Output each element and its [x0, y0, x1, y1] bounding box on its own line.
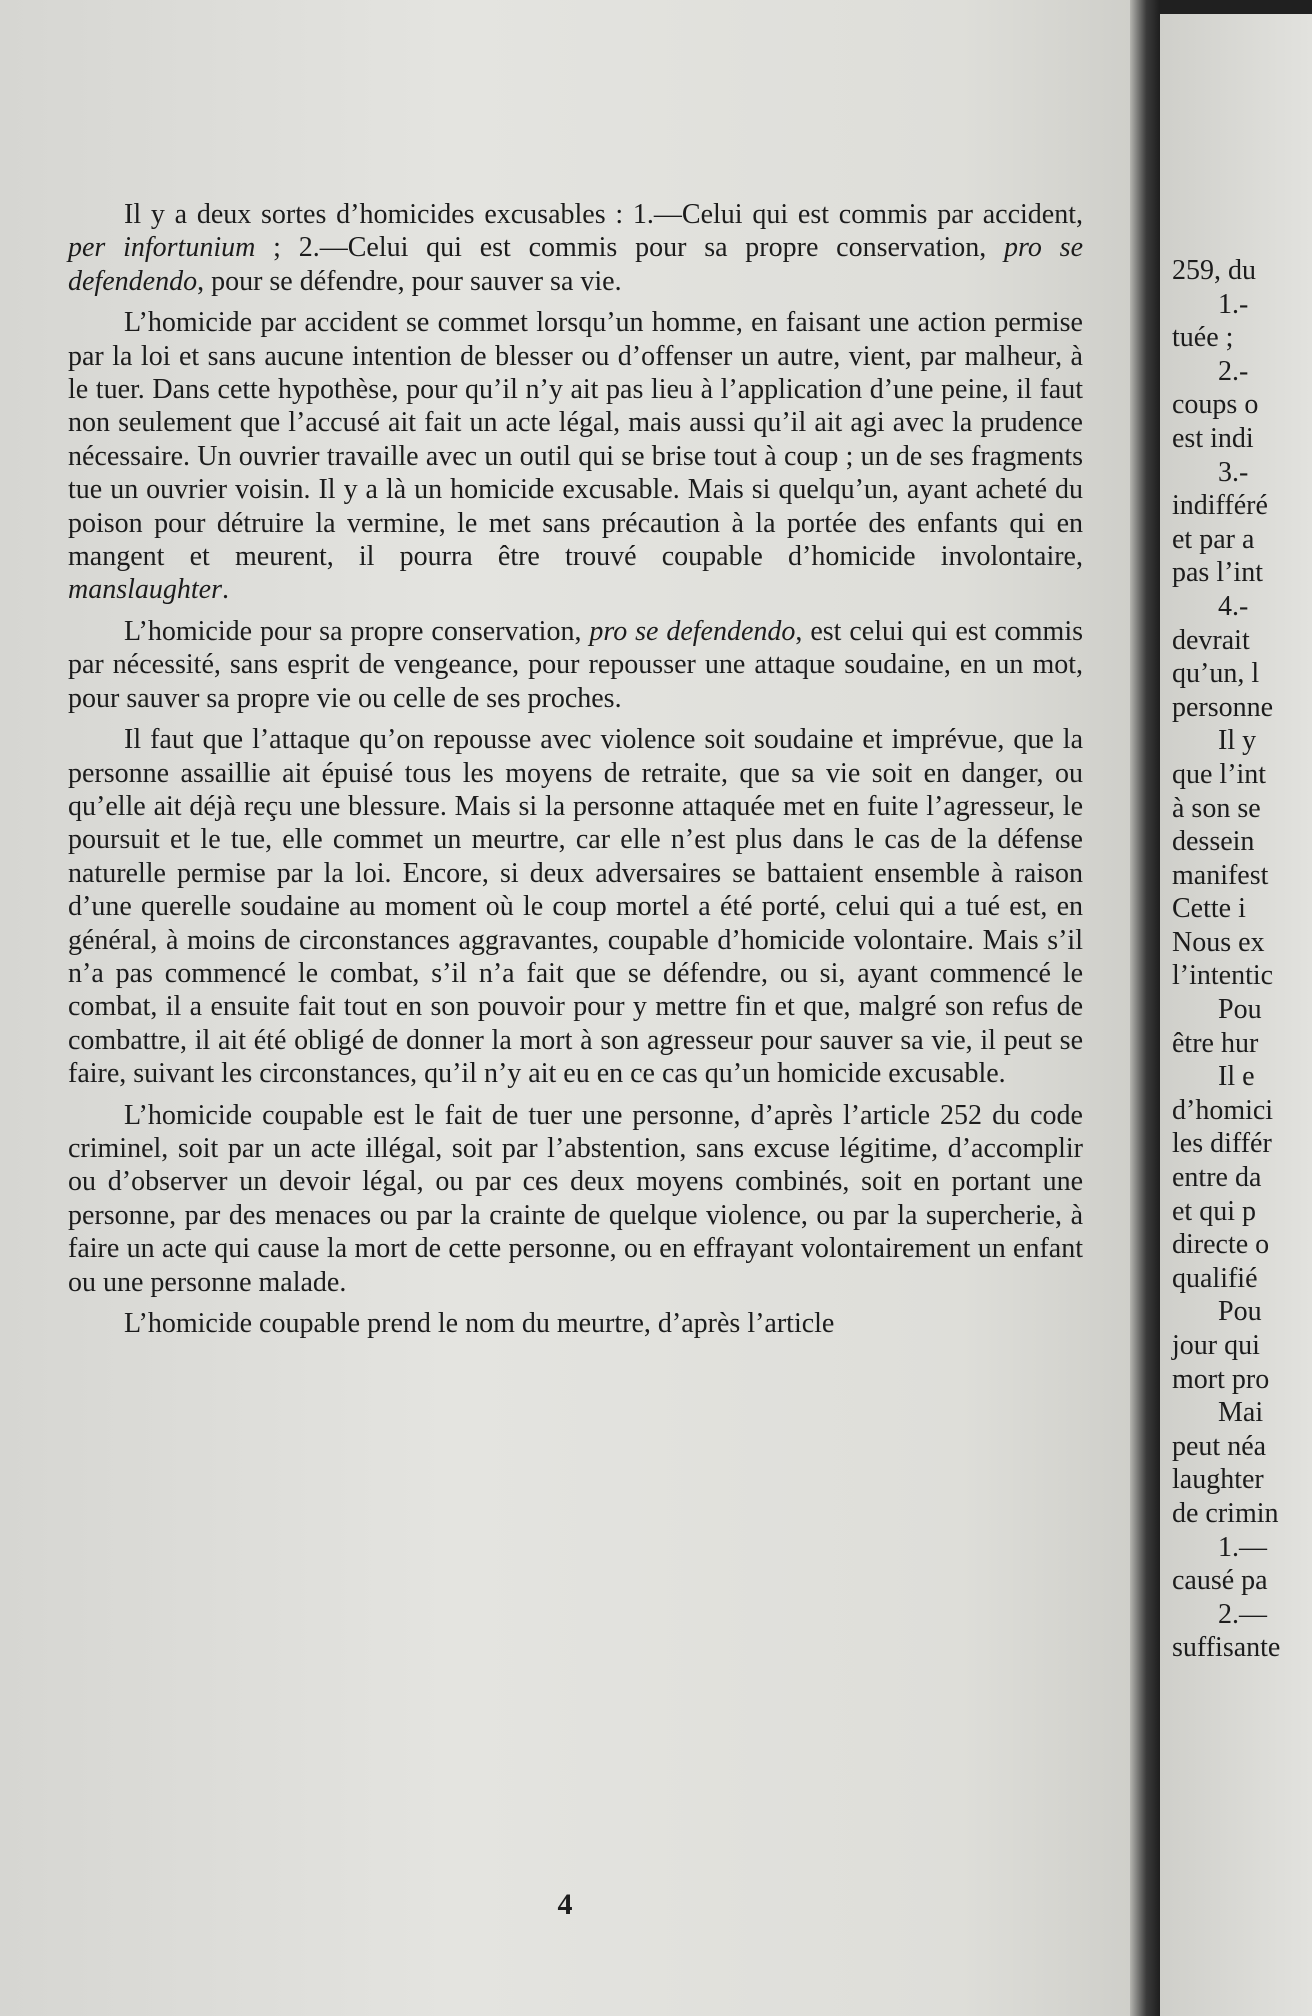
right-page-line: est indi [1172, 422, 1254, 454]
right-page-line: indifféré [1172, 490, 1268, 522]
right-page-line: Nous ex [1172, 926, 1265, 958]
right-page-line: et qui p [1172, 1195, 1256, 1227]
p1-text-e: , pour se défendre, pour sauver sa vie. [197, 265, 622, 297]
p2-term-manslaughter: manslaughter [68, 574, 222, 606]
right-page-line: 2.- [1218, 355, 1249, 387]
main-text [68, 198, 1083, 1340]
paragraph-5: L’homicide coupable est le fait de tuer une personne, d’après l’article 252 du code criminel, soit par un acte illégal, soit par l’abstention, sans excuse légitime, d’accomplir ou d’observer un devoir légal, ou par ces deux moyens combinés, soit en portant une personne, par des menaces ou par la crainte de quelque violence, ou par la supercherie, à faire un acte qui cause la mort de cette personne, ou en effrayant volontairement un enfant ou une personne malade. [68, 1099, 1083, 1298]
book-gutter [1130, 0, 1160, 2016]
right-page-line: suffisante [1172, 1632, 1281, 1664]
right-page-line: 2.— [1218, 1598, 1267, 1630]
paragraph-2 [68, 306, 1083, 607]
p2-text-a: L’homicide par accident se commet lorsqu’un homme, en faisant une action permise par la loi et sans aucune intention de blesser ou d’offenser un autre, vient, par malheur, à le tuer. Dans cette hypothèse, pour qu’il n’y ait pas lieu à l’application d’une peine, il faut non seulement que l’accusé ait fait un acte légal, mais aussi qu’il ait agi avec la prudence nécessaire. Un ouvrier travaille avec un outil qui se brise tout à coup ; un de ses fragments tue un ouvrier voisin. Il y a là un homicide excusable. Mais si quelqu’un, ayant acheté du poison pour détruire la vermine, le met sans précaution à la portée des enfants qui en mangent et meurent, il pourra être trouvé coupable d’homicide involontaire, [68, 307, 1083, 573]
page-number: 4 [557, 1888, 573, 1921]
right-page-line: 4.- [1218, 590, 1249, 622]
paragraph-4: Il faut que l’attaque qu’on repousse avec violence soit soudaine et imprévue, que la personne assaillie ait épuisé tous les moyens de retraite, que sa vie soit en danger, ou qu’elle ait déjà reçu une blessure. Mais si la personne attaquée met en fuite l’agresseur, le poursuit et le tue, elle commet un meurtre, car elle n’est plus dans le cas de la défense naturelle permise par la loi. Encore, si deux adversaires se battaient ensemble à raison d’une querelle soudaine au moment où le coup mortel a été porté, celui qui a tué est, en général, à moins de circonstances aggravantes, coupable d’homicide volontaire. Mais s’il n’a pas commencé le combat, s’il n’a fait que se défendre, ou si, ayant commencé le combat, il a ensuite fait tout en son pouvoir pour y mettre fin et que, malgré son refus de combattre, il ait été obligé de donner la mort à son agresseur pour sauver sa vie, il peut se faire, suivant les circonstances, qu’il n’y ait eu en ce cas qu’un homicide excusable. [68, 724, 1083, 1090]
right-page-line: tuée ; [1172, 322, 1234, 354]
right-page-line: Pou [1218, 994, 1262, 1026]
paragraph-3 [68, 615, 1083, 715]
right-page-line: 3.- [1218, 456, 1249, 488]
right-page-line: les différ [1172, 1128, 1272, 1160]
right-page-line: 1.- [1218, 288, 1249, 320]
right-page-line: entre da [1172, 1162, 1262, 1194]
right-page-line: Il e [1218, 1061, 1255, 1093]
right-page-line: être hur [1172, 1027, 1259, 1059]
right-page-line: directe o [1172, 1229, 1270, 1261]
right-page-line: peut néa [1172, 1430, 1267, 1462]
right-page-line: à son se [1172, 792, 1261, 824]
right-page-line: Il y [1218, 725, 1257, 757]
right-page-line: que l’int [1172, 758, 1267, 790]
paragraph-6: L’homicide coupable prend le nom du meurtre, d’après l’article [124, 1308, 835, 1339]
paragraph-1 [68, 198, 1083, 298]
right-page-line: laughter [1172, 1464, 1264, 1496]
right-page-line: et par a [1172, 523, 1255, 555]
right-page-line: qu’un, l [1172, 658, 1260, 690]
right-page-line: Cette i [1172, 893, 1246, 925]
right-page-line: pas l’int [1172, 557, 1263, 589]
right-page-line: mort pro [1172, 1363, 1270, 1395]
right-page-line: d’homici [1172, 1094, 1274, 1126]
p3-text-c: , est celui qui est commis par nécessité, sans esprit de vengeance, pour repousser une attaque soudaine, en un mot, pour sauver sa propre vie ou celle de ses proches. [68, 615, 1084, 714]
p3-latin-pro-se-defendendo: pro se defendendo [589, 615, 796, 647]
right-page-text [1172, 254, 1312, 1665]
right-page-line: dessein [1172, 826, 1255, 858]
p1-text-a: Il y a deux sortes d’homicides excusables : 1.—Celui qui est commis par accident, [124, 199, 1083, 230]
right-page-line: devrait [1172, 624, 1250, 656]
right-page-line: qualifié [1172, 1262, 1258, 1294]
right-page-line: personne [1172, 691, 1274, 723]
right-page-line: manifest [1172, 859, 1269, 891]
right-page-line: Pou [1218, 1296, 1262, 1328]
p1-latin-pro-se-defendendo: pro se defendendo [68, 232, 1084, 297]
right-page-line: jour qui [1172, 1330, 1260, 1361]
p2-text-c: . [222, 574, 229, 606]
right-page-line: 259, du [1172, 255, 1256, 286]
right-page [1160, 0, 1312, 2016]
right-page-line: causé pa [1172, 1565, 1268, 1597]
right-page-line: coups o [1172, 389, 1259, 421]
right-page-line: Mai [1218, 1397, 1264, 1429]
p1-latin-per-infortunium: per infortunium [68, 232, 256, 264]
scan-edge [1160, 0, 1312, 14]
right-page-line: 1.— [1218, 1531, 1267, 1563]
right-page-line: de crimin [1172, 1497, 1279, 1529]
right-page-line: l’intentic [1172, 960, 1274, 992]
p1-text-c: ; 2.—Celui qui est commis pour sa propre conservation, [255, 232, 1005, 264]
p3-text-a: L’homicide pour sa propre conservation, [124, 615, 590, 647]
